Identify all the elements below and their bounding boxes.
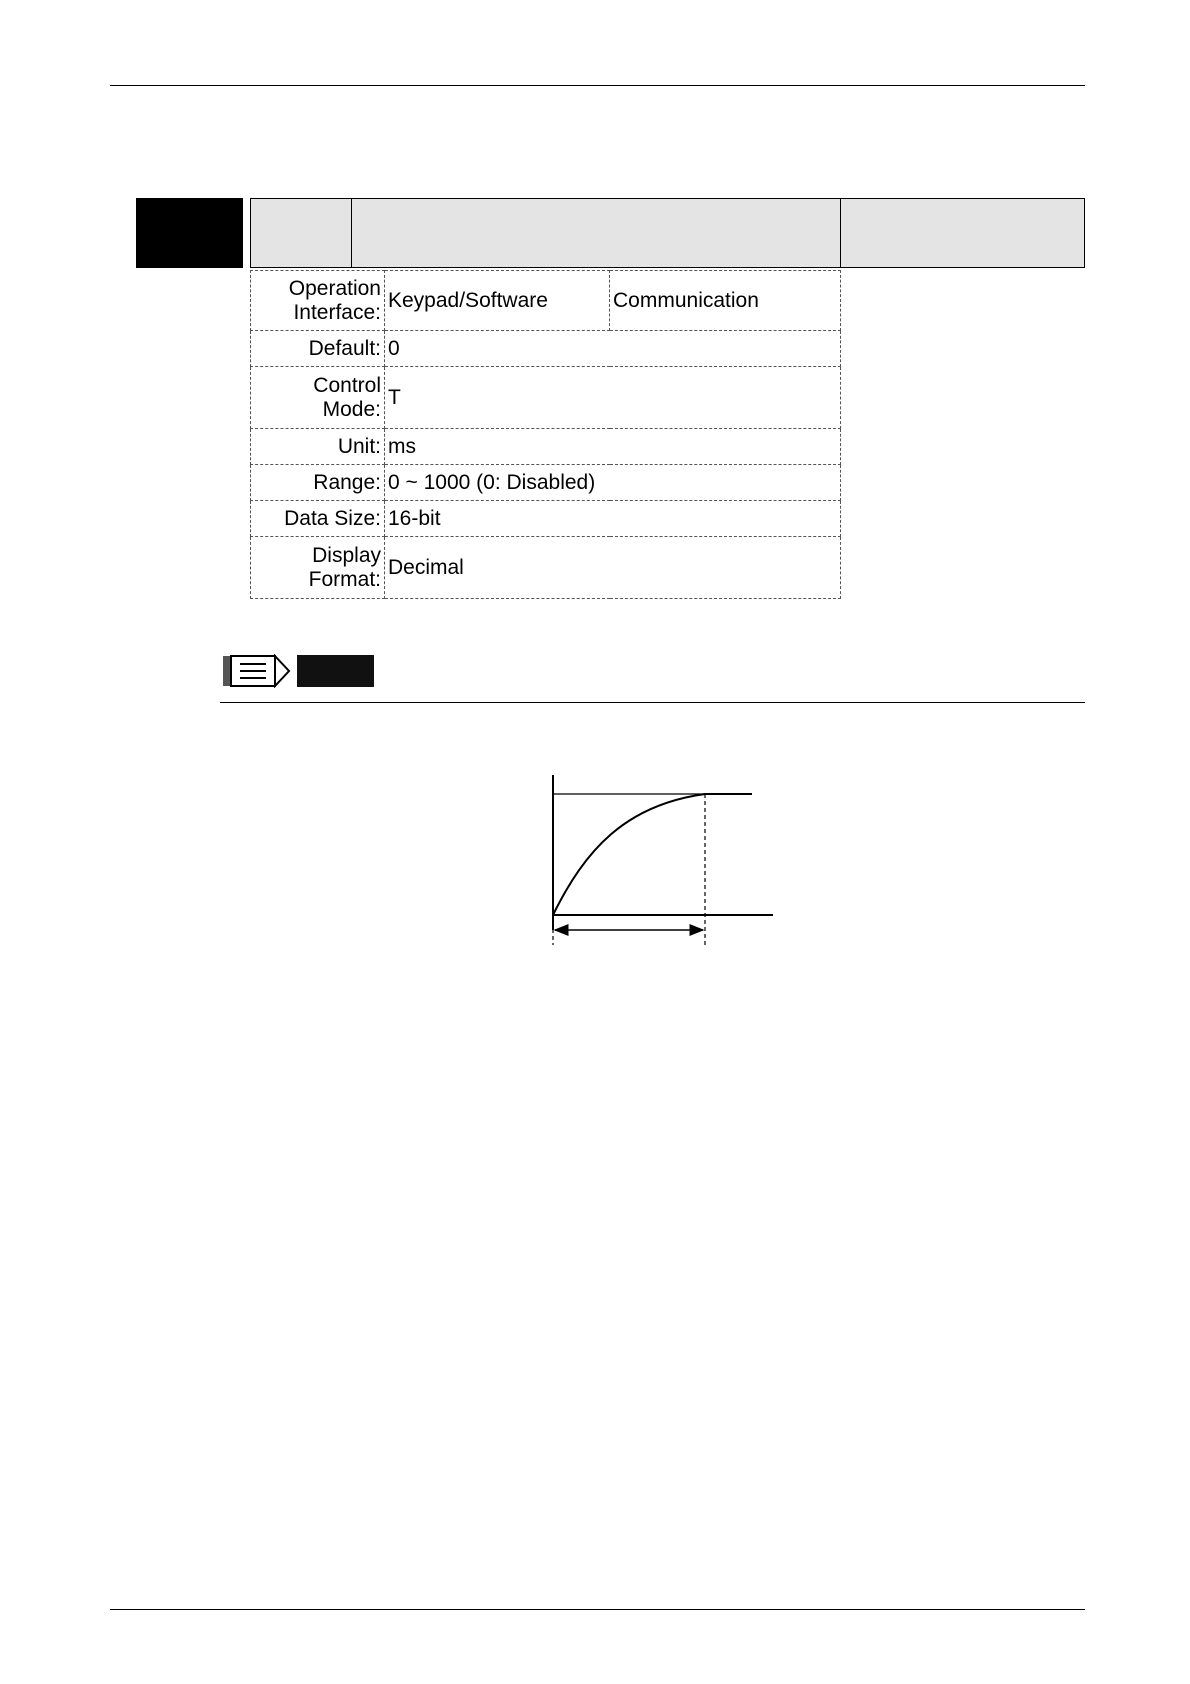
note-label-block <box>297 655 374 687</box>
value-data-size: 16-bit <box>385 501 841 537</box>
value-communication: Communication <box>610 271 841 331</box>
note-rule <box>220 702 1085 703</box>
value-range: 0 ~ 1000 (0: Disabled) <box>385 465 841 501</box>
label-operation-interface <box>251 271 385 331</box>
value-display-format: Decimal <box>385 537 841 599</box>
label-line: Mode: <box>322 397 381 421</box>
time-constant-diagram <box>545 770 775 945</box>
row-unit <box>251 429 841 465</box>
row-default <box>251 331 841 367</box>
parameter-code-block <box>136 198 243 268</box>
label-control-mode <box>251 367 385 429</box>
label-line: Control <box>313 373 381 397</box>
label-line: Interface: <box>293 300 381 324</box>
row-range <box>251 465 841 501</box>
value-default: 0 <box>385 331 841 367</box>
row-operation-interface <box>251 271 841 331</box>
header-rule <box>110 85 1085 86</box>
row-data-size <box>251 501 841 537</box>
label-unit: Unit: <box>251 429 385 465</box>
header-cell-name <box>351 199 841 267</box>
label-default: Default: <box>251 331 385 367</box>
label-line: Display <box>312 543 381 567</box>
label-line: Format: <box>308 567 381 591</box>
label-data-size: Data Size: <box>251 501 385 537</box>
value-keypad-software: Keypad/Software <box>385 271 610 331</box>
parameter-info-table <box>250 270 841 599</box>
footer-rule <box>110 1609 1085 1610</box>
value-control-mode: T <box>385 367 841 429</box>
value-unit: ms <box>385 429 841 465</box>
parameter-header-bar <box>250 198 1085 268</box>
row-display-format <box>251 537 841 599</box>
row-control-mode <box>251 367 841 429</box>
pencil-icon <box>222 654 292 688</box>
label-line: Operation <box>288 276 381 300</box>
label-display-format <box>251 537 385 599</box>
header-cell-code <box>251 199 352 267</box>
response-curve <box>553 794 752 915</box>
label-range: Range: <box>251 465 385 501</box>
